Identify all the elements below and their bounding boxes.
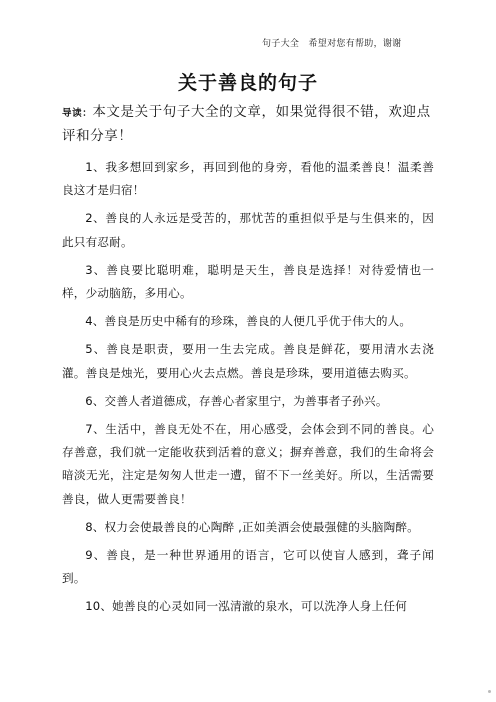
article-body	[62, 156, 434, 619]
paragraph: 4、善良是历史中稀有的珍珠，善良的人便几乎优于伟大的人。	[85, 314, 412, 329]
paragraph: 7、生活中，善良无处不在，用心感受，会体会到不同的善良。心存善意，我们就一定能收获到活着的意义；摒弃善意，我们的生命将会暗淡无光，注定是匆匆人世走一遭，留不下一丝美好。所以，生活需要善良，做人更需要善良！	[62, 422, 434, 506]
intro-paragraph	[62, 101, 434, 148]
page-title: 关于善良的句子	[177, 72, 318, 94]
header-note: 句子大全 希望对您有帮助，谢谢	[262, 39, 402, 49]
paragraph: 5、善良是职责，要用一生去完成。善良是鲜花，要用清水去浇灌。善良是烛光，要用心火去点燃。善良是珍珠，要用道德去购买。	[62, 342, 434, 380]
paragraph: 6、交善人者道德成，存善心者家里宁，为善事者子孙兴。	[85, 393, 388, 408]
paragraph: 3、善良要比聪明难，聪明是天生，善良是选择！对待爱情也一样，少动脑筋，多用心。	[62, 262, 434, 301]
paragraph: 10、她善良的心灵如同一泓清澈的泉水，可以洗净人身上任何	[85, 599, 407, 614]
paragraph: 1、我多想回到家乡，再回到他的身旁，看他的温柔善良！温柔善良这才是归宿！	[62, 160, 434, 198]
page-marker-dot	[488, 690, 491, 693]
paragraph: 8、权力会使最善良的心陶醉 ,正如美酒会使最强健的头脑陶醉。	[85, 519, 419, 534]
paragraph: 2、善良的人永远是受苦的，那忧苦的重担似乎是与生俱来的，因此只有忍耐。	[62, 211, 434, 249]
paragraph: 9、善良，是一种世界通用的语言，它可以使盲人感到，聋子闻到。	[62, 548, 434, 586]
intro-text: 本文是关于句子大全的文章，如果觉得很不错，欢迎点评和分享！	[62, 104, 431, 144]
intro-lead: 导读：	[62, 108, 93, 119]
